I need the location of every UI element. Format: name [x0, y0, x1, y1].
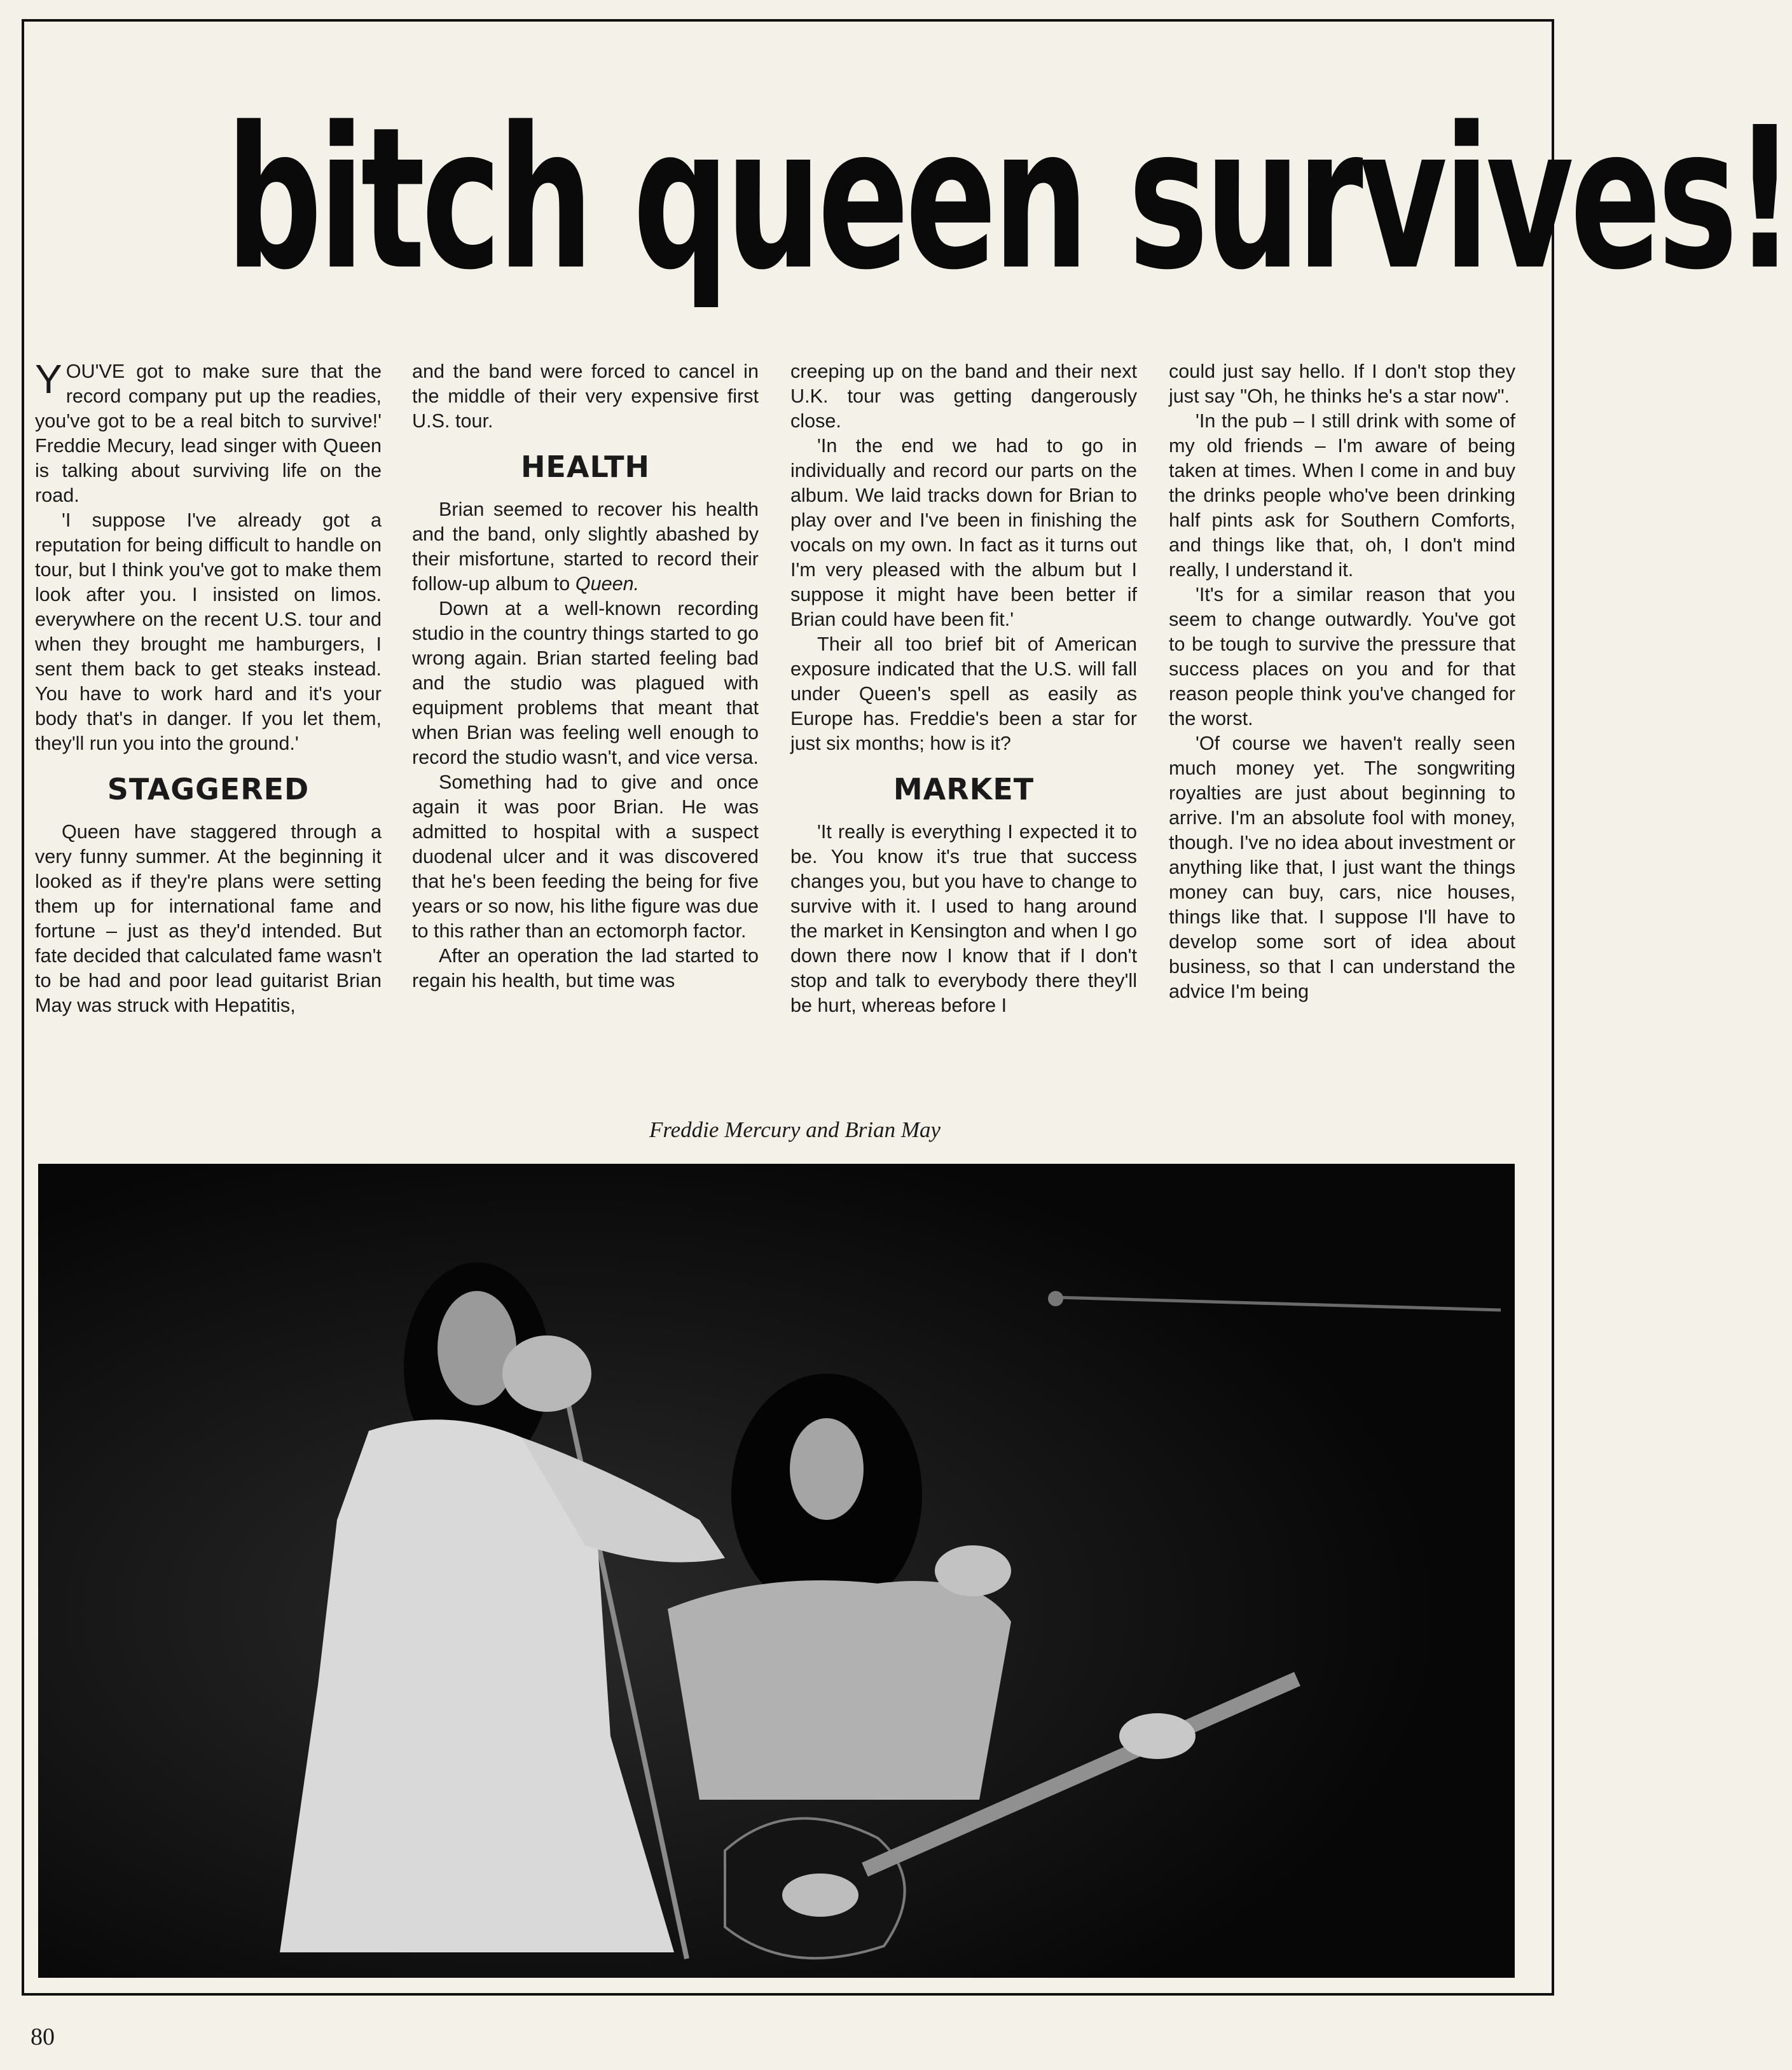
- photo-caption: Freddie Mercury and Brian May: [649, 1117, 941, 1142]
- paragraph: creeping up on the band and their next U.K. tour was getting dangerously close.: [790, 361, 1137, 432]
- paragraph: 'It really is everything I expected it to be. You know it's true that success changes you, but you have to change to survive with it. I used to hang around the market in Kensington and when I go down there now I know that if I don't stop and talk to everybody there they'll be hurt, whereas before I: [790, 821, 1137, 1016]
- paragraph: YOU'VE got to make sure that the record company put up the readies, you've got to be a real bitch to survive!' Freddie Mecury, lead singer with Queen is talking about surviving life on the road.: [35, 356, 382, 506]
- paragraph: 'It's for a similar reason that you seem to change outwardly. You've got to be tough to survive the pressure that success places on you and for that reason people think you've changed for the worst.: [1169, 584, 1515, 729]
- concert-photo: [38, 1164, 1515, 1978]
- section-heading-health: HEALTH: [520, 450, 651, 484]
- paragraph: 'In the end we had to go in individually and record our parts on the album. We laid tracks down for Brian to play over and I've been in finishing the vocals on my own. In fact as it turns out I'm very pleased with the album but I suppose it might have been better if Brian could have been fit.': [790, 435, 1137, 630]
- article-column-4: [1169, 359, 1515, 1107]
- drop-cap: Y: [35, 356, 62, 402]
- headline: bitch queen survives!: [226, 85, 1792, 313]
- concert-photo-illustration: [38, 1164, 1515, 1978]
- paragraph: Something had to give and once again it was poor Brian. He was admitted to hospital with a suspect duodenal ulcer and it was discovered that he's been feeding the being for five years or so now, his lithe figure was due to this rather than an ectomorph factor.: [412, 771, 759, 942]
- page-number: 80: [31, 2024, 55, 2050]
- paragraph: 'I suppose I've already got a reputation for being difficult to handle on tour, but I think you've got to make them look after you. I insisted on limos. everywhere on the recent U.S. tour and when they brought me hamburgers, I sent them back to get steaks instead. You have to work hard and it's your body that's in danger. If you let them, they'll run you into the ground.': [35, 509, 382, 754]
- paragraph: Their all too brief bit of American exposure indicated that the U.S. will fall under Queen's spell as easily as Europe has. Freddie's been a star for just six months; how is it?: [790, 633, 1137, 754]
- paragraph: 'Of course we haven't really seen much money yet. The songwriting royalties are just about beginning to arrive. I'm an absolute fool with money, though. I've no idea about investment or anything like that, I just want the things money can buy, cars, nice houses, things like that. I suppose I'll have to develop some sort of idea about business, so that I can understand the advice I'm being: [1169, 733, 1515, 1002]
- paragraph: Down at a well-known recording studio in the country things started to go wrong again. Brian started feeling bad and the studio was plagued with equipment problems that meant that when Brian was feeling well enough to record the studio wasn't, and vice versa.: [412, 598, 759, 768]
- paragraph: could just say hello. If I don't stop they just say "Oh, he thinks he's a star now".: [1169, 361, 1515, 407]
- article-column-3: [790, 359, 1137, 1107]
- article-column-2: [412, 359, 759, 1107]
- paragraph: Queen have staggered through a very funny summer. At the beginning it looked as if they're plans were setting them up for international fame and fortune – just as they'd intended. But fate decided that calculated fame wasn't to be had and poor lead guitarist Brian May was struck with Hepatitis,: [35, 821, 382, 1016]
- paragraph: After an operation the lad started to regain his health, but time was: [412, 945, 759, 991]
- paragraph: and the band were forced to cancel in the middle of their very expensive first U.S. tour.: [412, 361, 759, 432]
- section-heading-market: MARKET: [893, 772, 1035, 806]
- paragraph: 'In the pub – I still drink with some of my old friends – I'm aware of being taken at times. When I come in and buy the drinks people who've been drinking half pints ask for Southern Comforts, and things like that, oh, I don't mind really, I understand it.: [1169, 410, 1515, 581]
- paragraph: Brian seemed to recover his health and the band, only slightly abashed by their misfortune, started to record their follow-up album to Queen.: [412, 499, 759, 595]
- section-heading-staggered: STAGGERED: [107, 772, 310, 806]
- article-column-1: [35, 356, 382, 1107]
